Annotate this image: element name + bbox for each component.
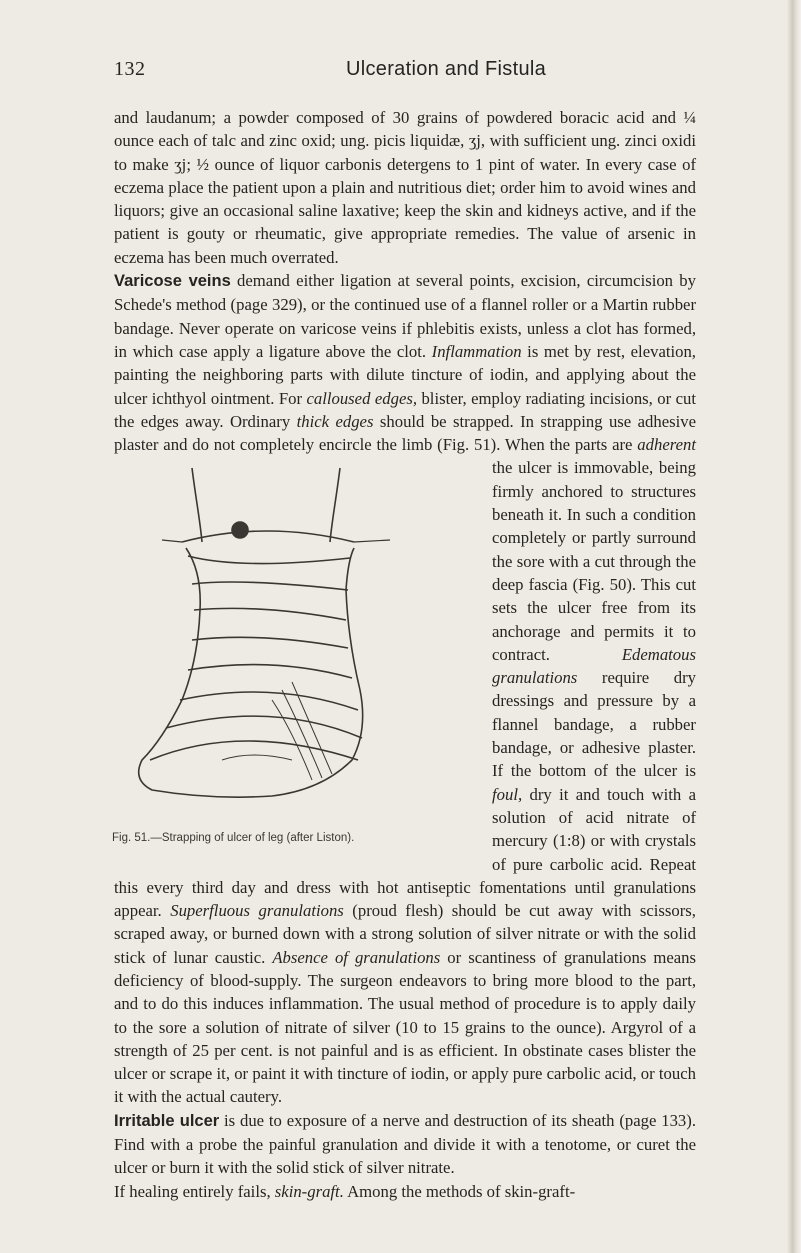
heading-varicose-veins: Varicose veins	[114, 272, 231, 291]
term-skin-graft: skin-graft.	[274, 1181, 344, 1201]
paragraph-eczema: and laudanum; a powder composed of 30 grains of powdered boracic acid and ¼ ounce each of talc and zinc oxid; ung. picis liquidæ, ʒj, with sufficient ung. zinci oxidi to make ʒj; ½ ounce of liquor carbonis detergens to 1 pint of water. In every case of eczema place the patient upon a plain and nutritious diet; order him to avoid wines and liquors; give an occasional saline laxative; keep the skin and kidneys active, and if the patient is gouty or rheumatic, give appropriate remedies. The value of arsenic in eczema has been much overrated.	[114, 108, 696, 267]
paragraph-skin-graft: If healing entirely fails, skin-graft. Among the methods of skin-graft-	[114, 1181, 576, 1201]
page-number: 132	[114, 58, 146, 80]
term-superfluous-granulations: Superfluous granulations	[170, 901, 344, 921]
paragraph-irritable-ulcer: Irritable ulcer is due to exposure of a nerve and destruction of its sheath (page 133). Find with a probe the painful granulation and divide it with a tenotome, or curet the ulcer or burn it with the solid stick of silver nitrate.	[114, 1110, 696, 1178]
figure-51	[112, 460, 484, 854]
figure-caption: Fig. 51.—Strapping of ulcer of leg (after Liston).	[112, 832, 355, 845]
leg-strapping-illustration	[122, 460, 422, 820]
term-absence-of-granulations: Absence of granulations	[272, 947, 441, 967]
heading-irritable-ulcer: Irritable ulcer	[114, 1111, 220, 1130]
term-foul: foul,	[492, 784, 523, 804]
paragraph-varicose-veins: Varicose veins demand either ligation at several points, excision, circumcision by Schede's method (page 329), or the continued use of a flannel roller or a Martin rubber bandage. Never operate on varicose veins if phlebitis exists, unless a clot has formed, in which case apply a ligature above the clot. Inflammation is met by rest, elevation, painting the neighboring parts with dilute tincture of iodin, and applying about the ulcer ichthyol ointment. For calloused edges, blister, employ radiating incisions, or cut the edges away. Ordinary thick edges should be strapped. In strapping use adhesive plaster and do not completely encircle the limb (Fig. 51). When the parts are Fig. 51.—Strapping of ulcer of leg (after Liston). adherent the ulcer is immovable, being firmly anchored to structures beneath it. In such a condition completely or partly surround the sore with a cut through the deep fascia (Fig. 50). This cut sets the ulcer free from its anchorage and permits it to contract. Edematous granulations require dry dressings and pressure by a flannel bandage, a rubber bandage, or adhesive plaster. If the bottom of the ulcer is foul, dry it and touch with a solution of acid nitrate of mercury (1:8) or with crystals of pure carbolic acid. Repeat this every third day and dress with hot antiseptic fomentations until granulations appear. Superfluous granulations (proud flesh) should be cut away with scissors, scraped away, or burned down with a strong solution of silver nitrate or with the solid stick of lunar caustic. Absence of granulations or scantiness of granulations means deficiency of blood-supply. The surgeon endeavors to bring more blood to the part, and to do this induces inflammation. The usual method of procedure is to apply daily to the sore a solution of nitrate of silver (10 to 15 grains to the ounce). Argyrol of a strength of 25 per cent. is not painful and is as efficient. In obstinate cases blister the ulcer or scrape it, or paint it with tincture of iodin, or apply pure carbolic acid, or touch it with the actual cautery.	[112, 271, 697, 1107]
body-text	[114, 106, 696, 1203]
running-title: Ulceration and Fistula	[346, 58, 547, 80]
term-thick-edges: thick edges	[296, 411, 374, 431]
term-adherent: adherent	[637, 435, 696, 455]
running-header	[114, 58, 694, 88]
term-edematous-granulations: Edematous granulations	[492, 644, 696, 688]
page-edge-shadow	[787, 0, 801, 1253]
term-calloused-edges: calloused edges,	[306, 388, 418, 408]
term-inflammation: Inflammation	[431, 341, 522, 361]
